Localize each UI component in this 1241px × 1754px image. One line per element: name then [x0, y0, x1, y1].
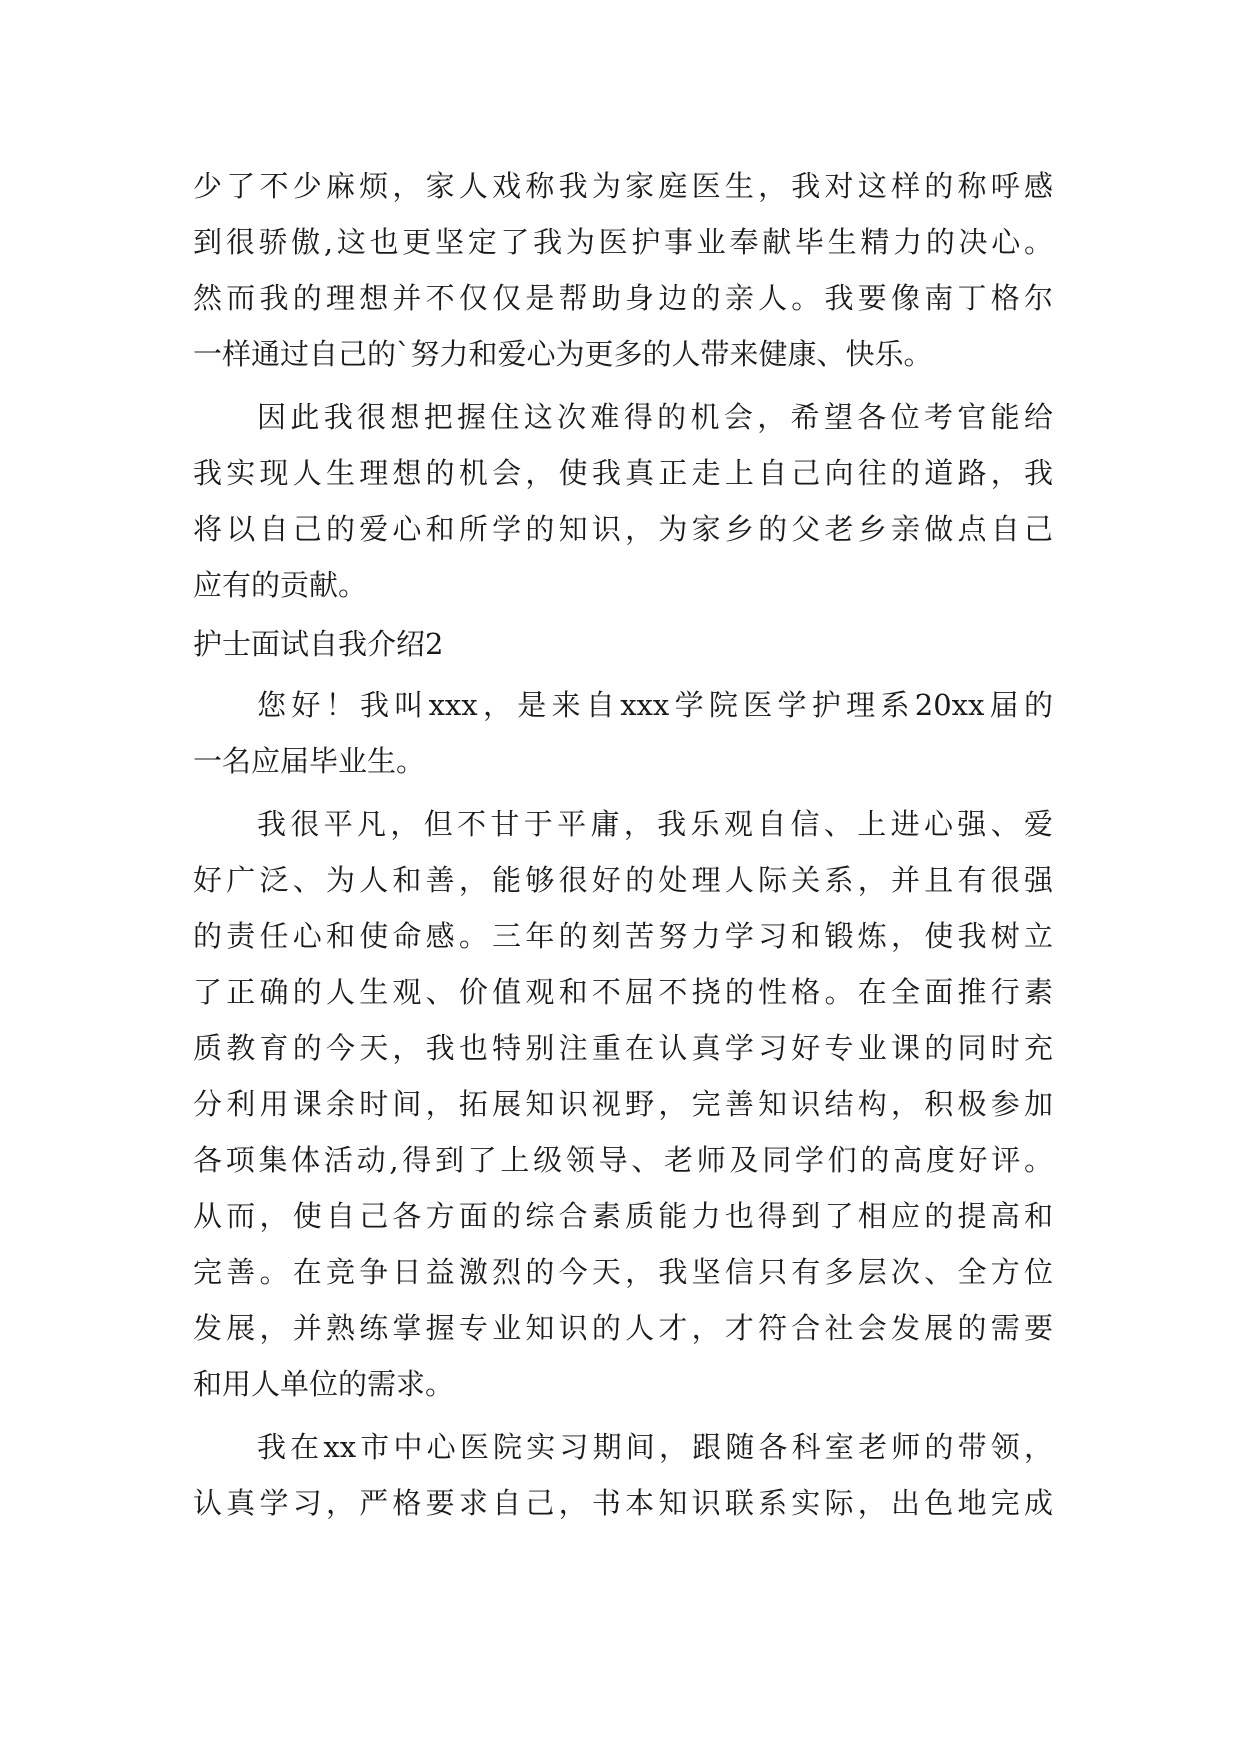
paragraph-first-line: 我在xx市中心医院实习期间，跟随各科室老师的带领，: [257, 1430, 1053, 1464]
text-line: 分利用课余时间，拓展知识视野，完善知识结构，积极参加: [193, 1087, 1053, 1121]
text-line: 一样通过自己的`努力和爱心为更多的人带来健康、快乐。: [193, 337, 933, 371]
text-line: 各项集体活动,得到了上级领导、老师及同学们的高度好评。: [193, 1143, 1053, 1177]
paragraph-first-line: 我很平凡，但不甘于平庸，我乐观自信、上进心强、爱: [257, 807, 1053, 841]
text-line: 了正确的人生观、价值观和不屈不挠的性格。在全面推行素: [193, 975, 1053, 1009]
text-line: 到很骄傲,这也更坚定了我为医护事业奉献毕生精力的决心。: [193, 225, 1053, 259]
text-line: 质教育的今天，我也特别注重在认真学习好专业课的同时充: [193, 1031, 1053, 1065]
text-line: 发展，并熟练掌握专业知识的人才，才符合社会发展的需要: [193, 1311, 1053, 1345]
text-line: 从而，使自己各方面的综合素质能力也得到了相应的提高和: [193, 1199, 1053, 1233]
text-line: 一名应届毕业生。: [193, 744, 426, 778]
text-line: 然而我的理想并不仅仅是帮助身边的亲人。我要像南丁格尔: [193, 281, 1053, 315]
text-line: 认真学习，严格要求自己，书本知识联系实际，出色地完成: [193, 1486, 1053, 1520]
text-line: 好广泛、为人和善，能够很好的处理人际关系，并且有很强: [193, 863, 1053, 897]
text-line: 的责任心和使命感。三年的刻苦努力学习和锻炼，使我树立: [193, 919, 1053, 953]
text-line: 完善。在竞争日益激烈的今天，我坚信只有多层次、全方位: [193, 1255, 1053, 1289]
section-heading: 护士面试自我介绍2: [193, 627, 444, 661]
paragraph-first-line: 您好！我叫xxx，是来自xxx学院医学护理系20xx届的: [257, 688, 1053, 722]
text-line: 少了不少麻烦，家人戏称我为家庭医生，我对这样的称呼感: [193, 169, 1053, 203]
paragraph-first-line: 因此我很想把握住这次难得的机会，希望各位考官能给: [257, 400, 1053, 434]
text-line: 将以自己的爱心和所学的知识，为家乡的父老乡亲做点自己: [193, 512, 1053, 546]
text-line: 应有的贡献。: [193, 568, 368, 602]
text-line: 我实现人生理想的机会，使我真正走上自己向往的道路，我: [193, 456, 1053, 490]
text-line: 和用人单位的需求。: [193, 1367, 455, 1401]
